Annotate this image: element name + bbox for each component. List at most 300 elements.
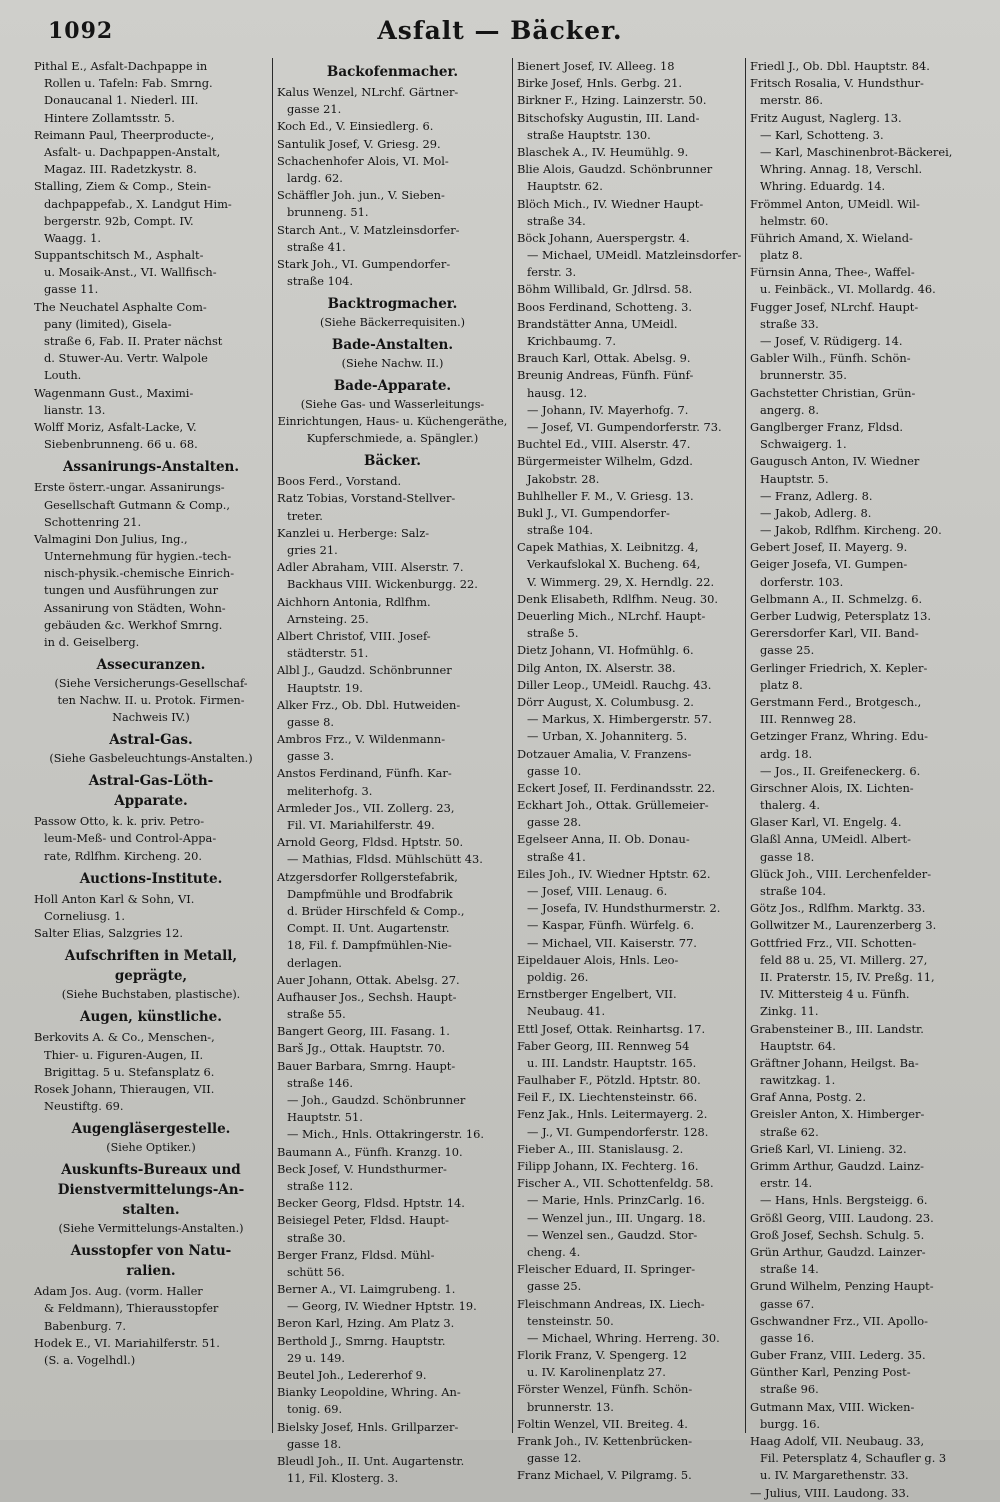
entry-line: Beisiegel Peter, Fldsd. Haupt-	[277, 1213, 449, 1228]
directory-entry	[517, 453, 741, 487]
column-1	[30, 58, 272, 1433]
section-heading	[34, 1160, 268, 1237]
entry-line: Unternehmung für hygien.-tech-	[44, 549, 232, 564]
entry-line: gasse 18.	[287, 1436, 342, 1451]
entry-line: Birke Josef, Hnls. Gerbg. 21.	[517, 76, 683, 91]
entry-line: nisch-physik.-chemische Einrich-	[44, 566, 235, 581]
entry-line: — Georg, IV. Wiedner Hptstr. 19.	[287, 1299, 477, 1314]
entry-line: Blie Alois, Gaudzd. Schönbrunner	[517, 162, 713, 177]
directory-entry	[750, 58, 976, 75]
entry-line: Günther Karl, Penzing Post-	[750, 1365, 911, 1380]
directory-entry	[517, 281, 741, 298]
directory-entry	[750, 1433, 976, 1485]
column-4	[745, 58, 980, 1500]
entry-line: V. Wimmerg. 29, X. Herndlg. 22.	[527, 574, 715, 589]
entry-line: gasse 67.	[760, 1296, 815, 1311]
entry-line: Förster Wenzel, Fünfh. Schön-	[517, 1382, 693, 1397]
directory-entry	[34, 1335, 268, 1369]
entry-line: Foltin Wenzel, VII. Breiteg. 4.	[517, 1416, 688, 1431]
entry-line: Koch Ed., V. Einsiedlerg. 6.	[277, 119, 434, 134]
entry-line: straße 30.	[287, 1230, 346, 1245]
entry-line: Gebert Josef, II. Mayerg. 9.	[750, 540, 908, 555]
directory-entry	[750, 75, 976, 109]
entry-line: Führich Amand, X. Wieland-	[750, 230, 913, 245]
entry-line: Fischer A., VII. Schottenfeldg. 58.	[517, 1176, 714, 1191]
directory-entry	[277, 490, 508, 524]
directory-entry	[750, 900, 976, 917]
section-note: Einrichtungen, Haus- u. Küchengeräthe,	[277, 415, 508, 429]
entry-line: Geiger Josefa, VI. Gumpen-	[750, 557, 908, 572]
entry-line: rawitzkag. 1.	[760, 1073, 836, 1088]
directory-entry	[517, 591, 741, 608]
entry-line: Gabler Wilh., Fünfh. Schön-	[750, 351, 911, 366]
section-heading	[277, 335, 508, 372]
entry-line: tensteinstr. 50.	[527, 1313, 614, 1328]
directory-entry	[517, 866, 741, 952]
entry-line: lardg. 62.	[287, 170, 343, 185]
section-note: (Siehe Gas- und Wasserleitungs-	[300, 398, 485, 412]
directory-entry	[750, 1485, 976, 1502]
entry-line: Hauptstr. 51.	[287, 1110, 363, 1125]
column-2	[272, 58, 512, 1486]
entry-line: II. Praterstr. 15, IV. Preßg. 11,	[760, 969, 935, 984]
directory-entry	[750, 935, 976, 1021]
directory-entry	[34, 1081, 268, 1115]
entry-line: Glaßl Anna, UMeidl. Albert-	[750, 832, 911, 847]
entry-line: gebäuden &c. Werkhof Smrng.	[44, 617, 223, 632]
entry-line: straße 41.	[287, 239, 346, 254]
directory-entry	[277, 1212, 508, 1246]
column-3	[512, 58, 745, 1483]
directory-entry	[750, 1227, 976, 1244]
entry-line: Bukl J., VI. Gumpendorfer-	[517, 505, 670, 520]
entry-line: Arnsteing. 25.	[287, 611, 369, 626]
entry-line: gasse 16.	[760, 1330, 815, 1345]
entry-line: IV. Mittersteig 4 u. Fünfh.	[760, 987, 910, 1002]
entry-line: Feil F., IX. Liechtensteinstr. 66.	[517, 1090, 698, 1105]
directory-entry	[517, 660, 741, 677]
entry-line: Salter Elias, Salzgries 12.	[34, 926, 184, 941]
entry-line: straße 6, Fab. II. Prater nächst	[44, 334, 223, 348]
entry-line: — Kaspar, Fünfh. Würfelg. 6.	[527, 918, 695, 933]
entry-line: Gollwitzer M., Laurenzerberg 3.	[750, 918, 937, 933]
entry-line: Grabensteiner B., III. Landstr.	[750, 1021, 924, 1036]
directory-entry	[517, 1261, 741, 1295]
entry-line: Whring. Annag. 18, Verschl.	[760, 162, 923, 177]
directory-entry	[277, 1333, 508, 1367]
section-title: Auctions-Institute.	[79, 870, 223, 887]
directory-entry	[34, 419, 268, 453]
directory-entry	[277, 1023, 508, 1040]
section-title: Bade-Anstalten.	[331, 337, 454, 354]
entry-line: Buchtel Ed., VIII. Alserstr. 47.	[517, 437, 691, 452]
entry-line: Suppantschitsch M., Asphalt-	[34, 248, 204, 263]
entry-line: III. Rennweg 28.	[760, 712, 857, 727]
entry-line: Gerstmann Ferd., Brotgesch.,	[750, 694, 922, 709]
entry-line: Kanzlei u. Herberge: Salz-	[277, 525, 430, 540]
entry-line: cheng. 4.	[527, 1244, 581, 1259]
section-heading	[34, 869, 268, 889]
entry-line: rate, Rdlfhm. Kircheng. 20.	[44, 848, 202, 863]
directory-entry	[34, 299, 268, 385]
directory-entry	[750, 230, 976, 264]
directory-entry	[750, 1244, 976, 1278]
entry-line: Gachstetter Christian, Grün-	[750, 385, 916, 400]
entry-line: Hauptstr. 19.	[287, 680, 363, 695]
entry-line: — Mich., Hnls. Ottakringerstr. 16.	[287, 1127, 484, 1142]
directory-entry	[750, 350, 976, 384]
entry-line: gasse 28.	[527, 815, 582, 830]
entry-line: brunnerstr. 13.	[527, 1399, 614, 1414]
entry-line: Ettl Josef, Ottak. Reinhartsg. 17.	[517, 1021, 706, 1036]
section-title: Bäcker.	[364, 453, 421, 470]
entry-line: brunnerstr. 35.	[760, 368, 847, 383]
directory-entry	[517, 1296, 741, 1348]
entry-line: Siebenbrunneng. 66 u. 68.	[44, 437, 198, 452]
entry-line: Wagenmann Gust., Maximi-	[34, 385, 194, 400]
entry-line: Passow Otto, k. k. priv. Petro-	[34, 814, 205, 829]
directory-entry	[517, 1106, 741, 1140]
entry-line: Greisler Anton, X. Himberger-	[750, 1107, 925, 1122]
directory-entry	[517, 952, 741, 986]
directory-entry	[277, 187, 508, 221]
entry-line: Friedl J., Ob. Dbl. Hauptstr. 84.	[750, 59, 930, 73]
directory-entry	[750, 539, 976, 556]
entry-line: Bangert Georg, III. Fasang. 1.	[277, 1024, 450, 1039]
entry-line: Santulik Josef, V. Griesg. 29.	[277, 136, 441, 151]
entry-line: Groß Josef, Sechsh. Schulg. 5.	[750, 1227, 925, 1242]
entry-line: Auer Johann, Ottak. Abelsg. 27.	[277, 972, 460, 987]
entry-line: Zinkg. 11.	[760, 1004, 819, 1019]
entry-line: Haag Adolf, VII. Neubaug. 33,	[750, 1434, 925, 1448]
section-title: Assanirungs-Anstalten.	[62, 459, 240, 476]
entry-line: Birkner F., Hzing. Lainzerstr. 50.	[517, 93, 707, 108]
entry-line: straße 5.	[527, 626, 579, 641]
directory-entry	[277, 697, 508, 731]
entry-line: Valmagini Don Julius, Ing.,	[34, 531, 188, 546]
entry-line: Barš Jg., Ottak. Hauptstr. 70.	[277, 1041, 446, 1056]
directory-entry	[517, 75, 741, 92]
entry-line: Größl Georg, VIII. Laudong. 23.	[750, 1210, 934, 1225]
entry-line: — Karl, Schotteng. 3.	[760, 127, 884, 142]
entry-line: — Wenzel sen., Gaudzd. Stor-	[527, 1227, 698, 1242]
entry-line: — J., VI. Gumpendorferstr. 128.	[527, 1124, 709, 1139]
directory-entry	[277, 1419, 508, 1453]
entry-line: Brandstätter Anna, UMeidl.	[517, 316, 678, 331]
entry-line: Gelbmann A., II. Schmelzg. 6.	[750, 591, 923, 606]
entry-line: The Neuchatel Asphalte Com-	[34, 299, 207, 314]
entry-line: Bürgermeister Wilhelm, Gdzd.	[517, 454, 693, 469]
directory-columns	[30, 58, 980, 1500]
directory-entry	[750, 419, 976, 453]
entry-line: Bielsky Josef, Hnls. Grillparzer-	[277, 1419, 459, 1434]
directory-entry	[750, 1158, 976, 1210]
entry-line: gasse 11.	[44, 282, 99, 297]
entry-line: Brauch Karl, Ottak. Abelsg. 9.	[517, 351, 691, 366]
section-note: (Siehe Versicherungs-Gesellschaf-	[54, 677, 248, 691]
entry-line: Gaugusch Anton, IV. Wiedner	[750, 454, 920, 469]
entry-line: Blaschek A., IV. Heumühlg. 9.	[517, 144, 689, 159]
entry-line: gasse 18.	[760, 849, 815, 864]
entry-line: Albl J., Gaudzd. Schönbrunner	[277, 663, 452, 678]
directory-entry	[517, 539, 741, 591]
directory-entry	[277, 869, 508, 972]
entry-line: Louth.	[44, 368, 82, 383]
section-title: Backtrogmacher.	[327, 296, 458, 313]
directory-entry	[517, 436, 741, 453]
section-title: Dienstvermittelungs-An-	[57, 1182, 245, 1199]
entry-line: straße 55.	[287, 1007, 346, 1022]
directory-entry	[34, 1029, 268, 1081]
directory-entry	[517, 831, 741, 865]
directory-entry	[277, 765, 508, 799]
entry-line: Böhm Willibald, Gr. Jdlrsd. 58.	[517, 282, 693, 297]
entry-line: Filipp Johann, IX. Fechterg. 16.	[517, 1159, 699, 1173]
entry-line: Fritz August, Naglerg. 13.	[750, 110, 902, 125]
directory-entry	[517, 1433, 741, 1467]
directory-entry	[277, 972, 508, 989]
section-title: Ausstopfer von Natu-	[70, 1243, 232, 1260]
directory-entry	[517, 1347, 741, 1381]
directory-entry	[277, 136, 508, 153]
directory-entry	[517, 1416, 741, 1433]
entry-line: Fenz Jak., Hnls. Leitermayerg. 2.	[517, 1107, 708, 1122]
entry-line: — Julius, VIII. Laudong. 33.	[750, 1485, 910, 1500]
directory-entry	[750, 608, 976, 625]
entry-line: Fil. VI. Mariahilferstr. 49.	[287, 818, 435, 832]
directory-entry	[750, 591, 976, 608]
directory-entry	[517, 1021, 741, 1038]
directory-entry	[277, 1315, 508, 1332]
directory-entry	[750, 780, 976, 814]
entry-line: gasse 25.	[760, 643, 815, 658]
entry-line: straße 146.	[287, 1075, 353, 1090]
entry-line: Adam Jos. Aug. (vorm. Haller	[34, 1284, 203, 1299]
entry-line: treter.	[287, 508, 323, 523]
entry-line: Götz Jos., Rdlfhm. Marktg. 33.	[750, 901, 926, 916]
entry-line: straße 104.	[287, 274, 353, 289]
section-heading	[34, 1007, 268, 1027]
entry-line: Hauptstr. 5.	[760, 471, 829, 486]
entry-line: u. IV. Karolinenplatz 27.	[527, 1365, 666, 1380]
entry-line: tungen und Ausführungen zur	[44, 583, 219, 598]
entry-line: Berkovits A. & Co., Menschen-,	[34, 1030, 215, 1045]
entry-line: Eipeldauer Alois, Hnls. Leo-	[517, 952, 679, 967]
entry-line: Aufhauser Jos., Sechsh. Haupt-	[277, 989, 457, 1004]
entry-line: Gottfried Frz., VII. Schotten-	[750, 935, 917, 950]
entry-line: straße 112.	[287, 1178, 353, 1193]
entry-line: Reimann Paul, Theerproducte-,	[34, 127, 215, 142]
directory-entry	[517, 505, 741, 539]
entry-line: Jakobstr. 28.	[527, 471, 600, 486]
entry-line: Girschner Alois, IX. Lichten-	[750, 780, 914, 795]
section-title: Auskunfts-Bureaux und	[61, 1162, 241, 1179]
directory-entry	[750, 110, 976, 196]
entry-line: — Josef, VI. Gumpendorferstr. 73.	[527, 419, 722, 434]
directory-entry	[517, 196, 741, 230]
entry-line: straße 104.	[527, 523, 593, 538]
directory-entry	[750, 1089, 976, 1106]
entry-line: erstr. 14.	[760, 1176, 813, 1191]
page-header	[0, 14, 1000, 48]
section-title: Aufschriften in Metall,	[64, 948, 238, 965]
entry-line: Grün Arthur, Gaudzd. Lainzer-	[750, 1244, 926, 1259]
entry-line: Backhaus VIII. Wickenburgg. 22.	[287, 577, 478, 592]
directory-entry	[750, 385, 976, 419]
entry-line: Dietz Johann, VI. Hofmühlg. 6.	[517, 643, 694, 658]
entry-line: Atzgersdorfer Rollgerstefabrik,	[277, 869, 458, 884]
directory-entry	[34, 385, 268, 419]
entry-line: Holl Anton Karl & Sohn, VI.	[34, 891, 195, 906]
entry-line: Glück Joh., VIII. Lerchenfelder-	[750, 866, 932, 881]
section-heading	[277, 451, 508, 471]
entry-line: — Hans, Hnls. Bergsteigg. 6.	[760, 1193, 928, 1208]
directory-entry	[34, 813, 268, 865]
entry-line: — Jos., II. Greifeneckerg. 6.	[760, 763, 921, 778]
entry-line: — Karl, Maschinenbrot-Bäckerei,	[760, 144, 953, 159]
entry-line: bergerstr. 92b, Compt. IV.	[44, 213, 194, 228]
entry-line: Frömmel Anton, UMeidl. Wil-	[750, 196, 920, 211]
entry-line: tonig. 69.	[287, 1402, 343, 1417]
directory-entry	[750, 866, 976, 900]
directory-entry	[517, 367, 741, 436]
directory-entry	[277, 628, 508, 662]
entry-line: dorferstr. 103.	[760, 574, 844, 589]
directory-entry	[34, 1283, 268, 1335]
entry-line: Bitschofsky Augustin, III. Land-	[517, 110, 700, 125]
entry-line: Schäffler Joh. jun., V. Sieben-	[277, 188, 445, 203]
directory-entry	[750, 1313, 976, 1347]
entry-line: Bauer Barbara, Smrng. Haupt-	[277, 1058, 456, 1073]
section-heading	[34, 1241, 268, 1281]
entry-line: Glaser Karl, VI. Engelg. 4.	[750, 815, 902, 830]
entry-line: Grimm Arthur, Gaudzd. Lainz-	[750, 1159, 925, 1173]
entry-line: burgg. 16.	[760, 1416, 821, 1431]
directory-entry	[517, 986, 741, 1020]
entry-line: 11, Fil. Klosterg. 3.	[287, 1471, 399, 1486]
entry-line: Krichbaumg. 7.	[527, 334, 616, 348]
section-heading	[34, 457, 268, 477]
directory-entry	[277, 153, 508, 187]
directory-entry	[277, 84, 508, 118]
entry-line: Deuerling Mich., NLrchf. Haupt-	[517, 609, 706, 623]
entry-line: Verkaufslokal X. Bucheng. 64,	[527, 557, 701, 572]
section-heading	[34, 655, 268, 726]
entry-line: Schottenring 21.	[44, 514, 142, 529]
entry-line: Fritsch Rosalia, V. Hundsthur-	[750, 76, 924, 91]
entry-line: Capek Mathias, X. Leibnitzg. 4,	[517, 540, 699, 555]
entry-line: straße 14.	[760, 1262, 819, 1277]
entry-line: Compt. II. Unt. Augartenstr.	[287, 921, 450, 936]
entry-line: gasse 25.	[527, 1279, 582, 1294]
entry-line: straße 41.	[527, 849, 586, 864]
directory-entry	[750, 453, 976, 539]
entry-line: — Johann, IV. Mayerhofg. 7.	[527, 402, 689, 417]
directory-entry	[517, 608, 741, 642]
entry-line: Grieß Karl, VI. Linieng. 32.	[750, 1141, 907, 1156]
entry-line: — Josef, V. Rüdigerg. 14.	[760, 334, 903, 348]
entry-line: Rosek Johann, Thieraugen, VII.	[34, 1081, 215, 1096]
directory-entry	[750, 694, 976, 728]
directory-entry	[750, 264, 976, 298]
section-title: ralien.	[126, 1263, 176, 1280]
section-note: Nachweis IV.)	[112, 711, 190, 725]
entry-line: straße 104.	[760, 884, 826, 898]
entry-line: Armleder Jos., VII. Zollerg. 23,	[277, 800, 455, 815]
entry-line: Beck Josef, V. Hundsthurmer-	[277, 1161, 447, 1176]
entry-line: 29 u. 149.	[287, 1350, 346, 1365]
entry-line: u. Mosaik-Anst., VI. Wallfisch-	[44, 265, 217, 280]
entry-line: Wolff Moriz, Asfalt-Lacke, V.	[34, 419, 197, 434]
section-title: Assecuranzen.	[96, 657, 206, 674]
section-note: (Siehe Nachw. II.)	[341, 357, 444, 371]
directory-entry	[34, 247, 268, 299]
section-heading	[277, 62, 508, 82]
entry-line: gasse 21.	[287, 102, 342, 117]
entry-line: angerg. 8.	[760, 402, 820, 417]
directory-entry	[277, 800, 508, 834]
directory-entry	[517, 642, 741, 659]
directory-entry	[277, 989, 508, 1023]
directory-entry	[517, 746, 741, 780]
entry-line: Eiles Joh., IV. Wiedner Hptstr. 62.	[517, 866, 711, 881]
entry-line: Pithal E., Asfalt-Dachpappe in	[34, 59, 208, 73]
directory-entry	[517, 1381, 741, 1415]
directory-entry	[750, 196, 976, 230]
entry-line: Fieber A., III. Stanislausg. 2.	[517, 1141, 684, 1156]
directory-entry	[517, 694, 741, 746]
entry-line: Fugger Josef, NLrchf. Haupt-	[750, 299, 919, 314]
entry-line: Eckhart Joh., Ottak. Grüllemeier-	[517, 798, 709, 813]
directory-entry	[517, 161, 741, 195]
entry-line: Buhlheller F. M., V. Griesg. 13.	[517, 488, 694, 503]
entry-line: Babenburg. 7.	[44, 1318, 127, 1333]
directory-entry	[517, 350, 741, 367]
directory-entry	[277, 1161, 508, 1195]
section-heading	[34, 946, 268, 1003]
directory-entry	[277, 834, 508, 868]
entry-line: Kalus Wenzel, NLrchf. Gärtner-	[277, 85, 459, 99]
directory-entry	[750, 625, 976, 659]
entry-line: Franz Michael, V. Pilgramg. 5.	[517, 1468, 692, 1483]
section-title: Augengläsergestelle.	[71, 1121, 231, 1138]
entry-line: — Joh., Gaudzd. Schönbrunner	[287, 1093, 466, 1107]
entry-line: thalerg. 4.	[760, 798, 820, 813]
entry-line: Diller Leop., UMeidl. Rauchg. 43.	[517, 677, 712, 692]
directory-entry	[750, 1021, 976, 1055]
entry-line: ferstr. 3.	[527, 265, 577, 280]
section-title: Apparate.	[114, 793, 188, 810]
directory-entry	[34, 925, 268, 942]
entry-line: straße 96.	[760, 1382, 819, 1397]
directory-entry	[517, 797, 741, 831]
directory-entry	[517, 1072, 741, 1089]
directory-entry	[34, 531, 268, 651]
entry-line: — Jakob, Rdlfhm. Kircheng. 20.	[760, 523, 942, 538]
entry-line: platz 8.	[760, 248, 803, 263]
entry-line: leum-Meß- und Control-Appa-	[44, 831, 217, 846]
directory-entry	[277, 525, 508, 559]
section-title: stalten.	[122, 1202, 180, 1219]
entry-line: Böck Johann, Auerspergstr. 4.	[517, 230, 690, 245]
entry-line: Hauptstr. 64.	[760, 1038, 836, 1053]
entry-line: Baumann A., Fünfh. Kranzg. 10.	[277, 1144, 463, 1159]
entry-line: Fil. Petersplatz 4, Schaufler g. 3	[760, 1451, 947, 1466]
entry-line: & Feldmann), Thierausstopfer	[44, 1301, 219, 1316]
entry-line: Brigittag. 5 u. Stefansplatz 6.	[44, 1064, 215, 1079]
entry-line: Ambros Frz., V. Wildenmann-	[277, 732, 446, 747]
section-note: ten Nachw. II. u. Protok. Firmen-	[57, 694, 245, 708]
